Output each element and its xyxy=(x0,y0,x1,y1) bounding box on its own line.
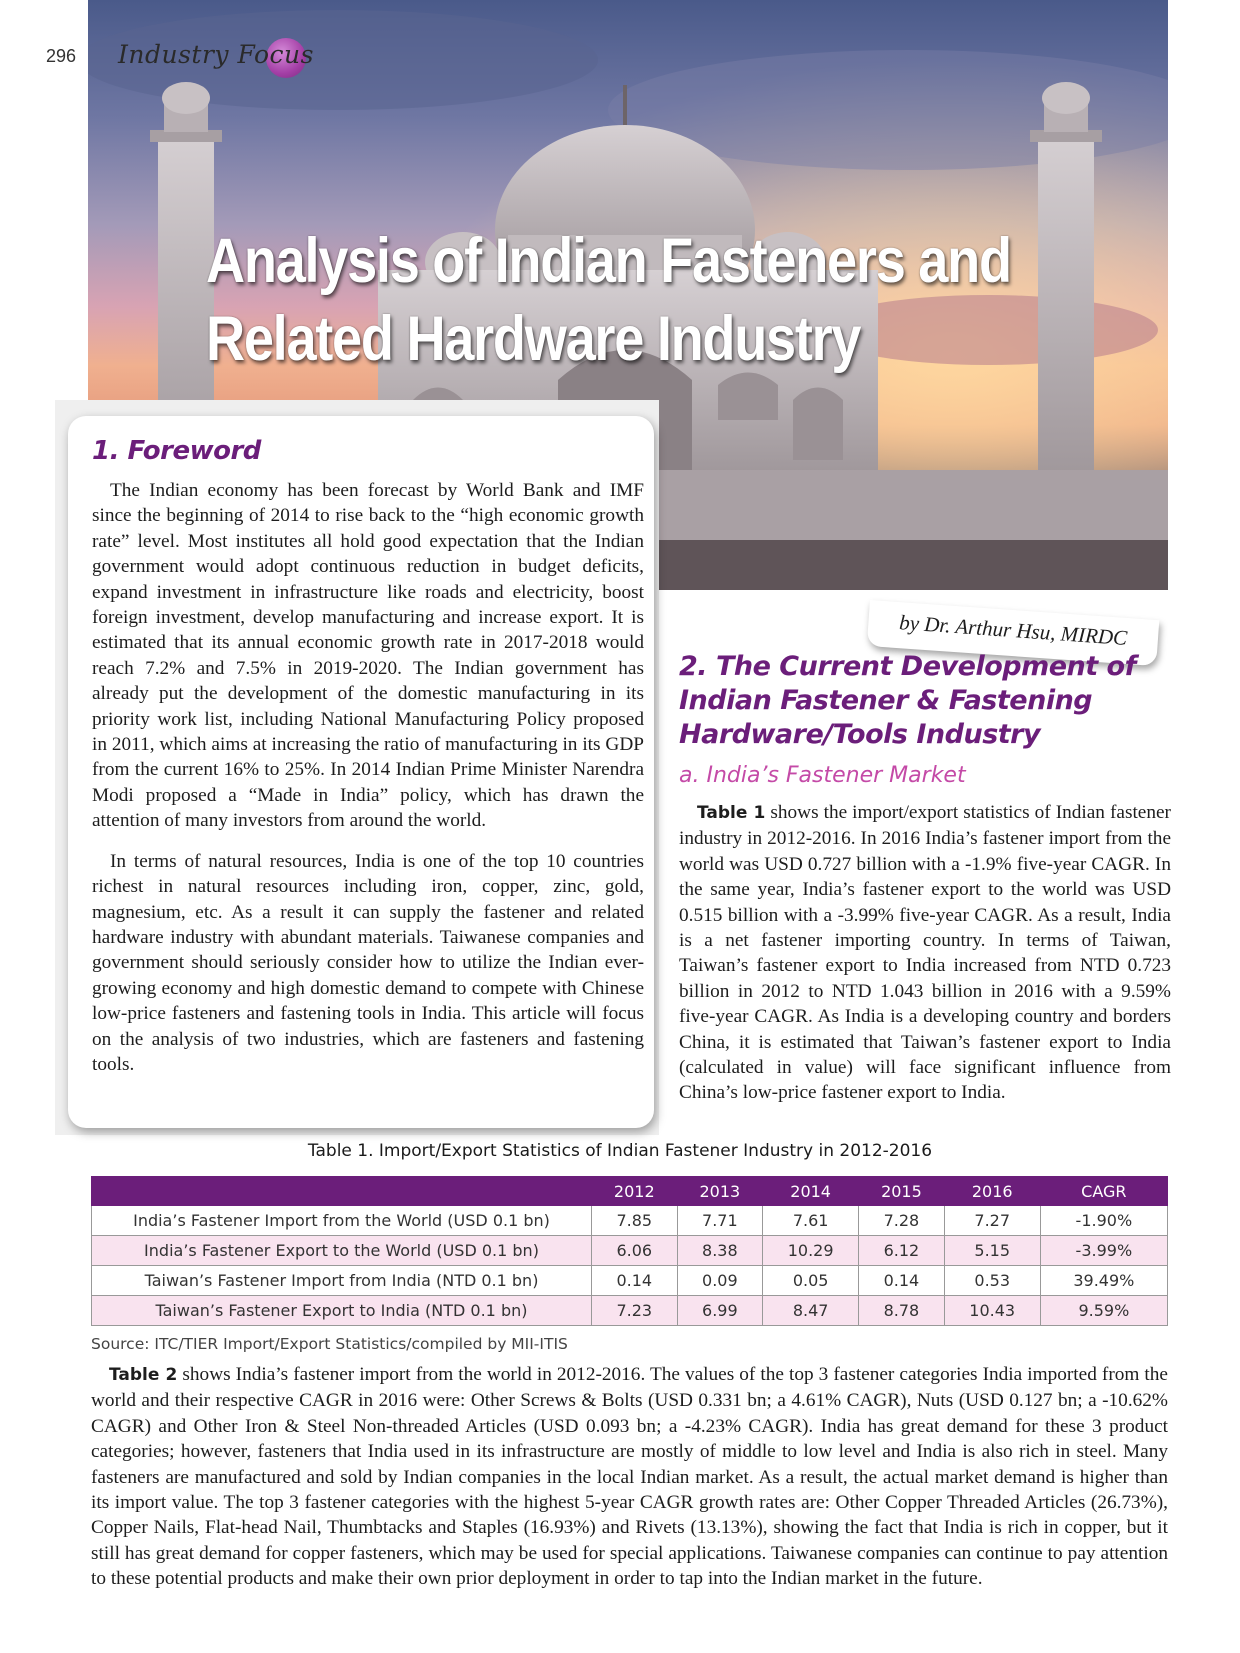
page-title-line-2: Related Hardware Industry xyxy=(206,304,861,374)
table-cell: 7.28 xyxy=(859,1206,945,1236)
table-cell: 9.59% xyxy=(1040,1296,1167,1326)
table-cell: 0.14 xyxy=(859,1266,945,1296)
table-1-source: Source: ITC/TIER Import/Export Statistics/compiled by MII-ITIS xyxy=(91,1335,568,1353)
table-row xyxy=(92,1296,1168,1326)
table-cell-label: India’s Fastener Export to the World (USD 0.1 bn) xyxy=(92,1236,592,1266)
table-1-reference: Table 1 xyxy=(697,803,766,823)
table-header-row xyxy=(92,1177,1168,1206)
table-cell: -1.90% xyxy=(1040,1206,1167,1236)
table-cell: 8.78 xyxy=(859,1296,945,1326)
author-byline: by Dr. Arthur Hsu, MIRDC xyxy=(867,600,1160,666)
table-2-discussion xyxy=(91,1362,1168,1592)
table-cell: 0.09 xyxy=(677,1266,763,1296)
page-title-line-1: Analysis of Indian Fasteners and xyxy=(206,226,1011,296)
page-number: 296 xyxy=(46,46,77,66)
table-header-2016: 2016 xyxy=(944,1177,1040,1206)
section-2-heading: 2. The Current Development of Indian Fastener & Fastening Hardware/Tools Industry xyxy=(679,651,1136,750)
table-cell-label: India’s Fastener Import from the World (USD 0.1 bn) xyxy=(92,1206,592,1236)
table-cell-label: Taiwan’s Fastener Import from India (NTD 0.1 bn) xyxy=(92,1266,592,1296)
table-cell: 8.47 xyxy=(763,1296,859,1326)
table-cell: 7.61 xyxy=(763,1206,859,1236)
foreword-body xyxy=(92,478,644,1077)
table-cell: 6.12 xyxy=(859,1236,945,1266)
table-cell: 0.14 xyxy=(592,1266,678,1296)
table-2-reference: Table 2 xyxy=(109,1365,178,1385)
table-cell: 7.85 xyxy=(592,1206,678,1236)
table-cell: 0.05 xyxy=(763,1266,859,1296)
section-2a-paragraph: shows the import/export statistics of Indian fastener industry in 2012-2016. In 2016 India’s fastener import from the world was USD 0.727 billion with a -1.9% five-year CAGR. In the same year, India’s fastener export to the world was USD 0.515 billion with a -3.99% five-year CAGR. As a result, India is a net fastener importing country. In terms of Taiwan, Taiwan’s fastener export to India increased from NTD 0.723 billion in 2012 to NTD 1.043 billion in 2016 with a 9.59% five-year CAGR. As India is a developing country and borders China, it is estimated that Taiwan’s fastener export to India (calculated in value) will face significant influence from China’s low-price fastener export to India. xyxy=(679,802,1171,1104)
table-1-caption: Table 1. Import/Export Statistics of Indian Fastener Industry in 2012-2016 xyxy=(307,1141,933,1161)
section-2 xyxy=(679,650,1171,1106)
table-header-2015: 2015 xyxy=(859,1177,945,1206)
foreword-paragraph-2: In terms of natural resources, India is one of the top 10 countries richest in natural resources including iron, copper, zinc, gold, magnesium, etc. As a result it can supply the fastener and related hardware industry with abundant materials. Taiwanese companies and government should seriously consider how to utilize the Indian ever-growing economy and high domestic demand to compete with Chinese low-price fasteners and fastening tools in India. This article will focus on the analysis of two industries, which are fasteners and fastening tools. xyxy=(92,850,644,1075)
table-cell: 39.49% xyxy=(1040,1266,1167,1296)
table-2-paragraph: shows India’s fastener import from the world in 2012-2016. The values of the top 3 fastener categories India imported from the world and their respective CAGR in 2016 were: Other Screws & Bolts (USD 0.331 bn; a 4.61% CAGR), Nuts (USD 0.127 bn; a -10.62% CAGR) and Other Iron & Steel Non-threaded Articles (USD 0.093 bn; a -4.23% CAGR). India has great demand for these 3 product categories; however, fasteners that India used in its infrastructure are mostly of middle to low level and India is also rich in steel. Many fasteners are manufactured and sold by Indian companies in the local Indian market. As a result, the actual market demand is higher than its import value. The top 3 fastener categories with the highest 5-year CAGR growth rates are: Other Copper Threaded Articles (26.73%), Copper Nails, Flat-head Nail, Thumbtacks and Staples (16.93%) and Rivets (13.13%), showing the fact that India is rich in copper, but it still has great demand for copper fasteners, which may be used for special applications. Taiwanese companies can continue to pay attention to these potential products and make their own prior deployment in order to tap into the Indian market in the future. xyxy=(91,1364,1168,1590)
table-row xyxy=(92,1206,1168,1236)
table-cell: -3.99% xyxy=(1040,1236,1167,1266)
page-title xyxy=(206,222,1011,378)
section-2a-body xyxy=(679,800,1171,1106)
table-header-2013: 2013 xyxy=(677,1177,763,1206)
foreword-paragraph-1: The Indian economy has been forecast by World Bank and IMF since the beginning of 2014 to rise back to the “high economic growth rate” level. Most institutes all hold good expectation that the Indian government would adopt continuous reduction in budget deficits, expand investment in infrastructure like roads and electricity, boost foreign investment, develop manufacturing and increase export. It is estimated that its annual economic growth rate in 2017-2018 would reach 7.2% and 7.5% in 2019-2020. The Indian government has already put the development of the domestic manufacturing in its priority work list, including National Manufacturing Policy proposed in 2011, which aims at increasing the ratio of manufacturing in its GDP from the current 16% to 25%. In 2014 Indian Prime Minister Narendra Modi proposed a “Made in India” policy, which has drawn the attention of many investors from around the world. xyxy=(92,480,644,832)
table-cell: 6.06 xyxy=(592,1236,678,1266)
section-logo-text: Industry Focus xyxy=(118,40,314,69)
foreword-heading: 1. Foreword xyxy=(92,436,261,466)
table-1 xyxy=(91,1176,1168,1326)
table-cell: 10.43 xyxy=(944,1296,1040,1326)
section-logo xyxy=(118,34,318,84)
table-header-label xyxy=(92,1177,592,1206)
table-cell: 6.99 xyxy=(677,1296,763,1326)
table-cell: 10.29 xyxy=(763,1236,859,1266)
table-row xyxy=(92,1236,1168,1266)
table-cell: 0.53 xyxy=(944,1266,1040,1296)
table-cell: 7.27 xyxy=(944,1206,1040,1236)
table-header-2012: 2012 xyxy=(592,1177,678,1206)
table-row xyxy=(92,1266,1168,1296)
table-header-cagr: CAGR xyxy=(1040,1177,1167,1206)
table-header-2014: 2014 xyxy=(763,1177,859,1206)
foreword-panel xyxy=(68,416,654,1128)
table-cell: 8.38 xyxy=(677,1236,763,1266)
table-cell: 7.23 xyxy=(592,1296,678,1326)
table-cell-label: Taiwan’s Fastener Export to India (NTD 0.1 bn) xyxy=(92,1296,592,1326)
table-cell: 5.15 xyxy=(944,1236,1040,1266)
table-cell: 7.71 xyxy=(677,1206,763,1236)
section-2a-subheading: a. India’s Fastener Market xyxy=(679,763,966,788)
